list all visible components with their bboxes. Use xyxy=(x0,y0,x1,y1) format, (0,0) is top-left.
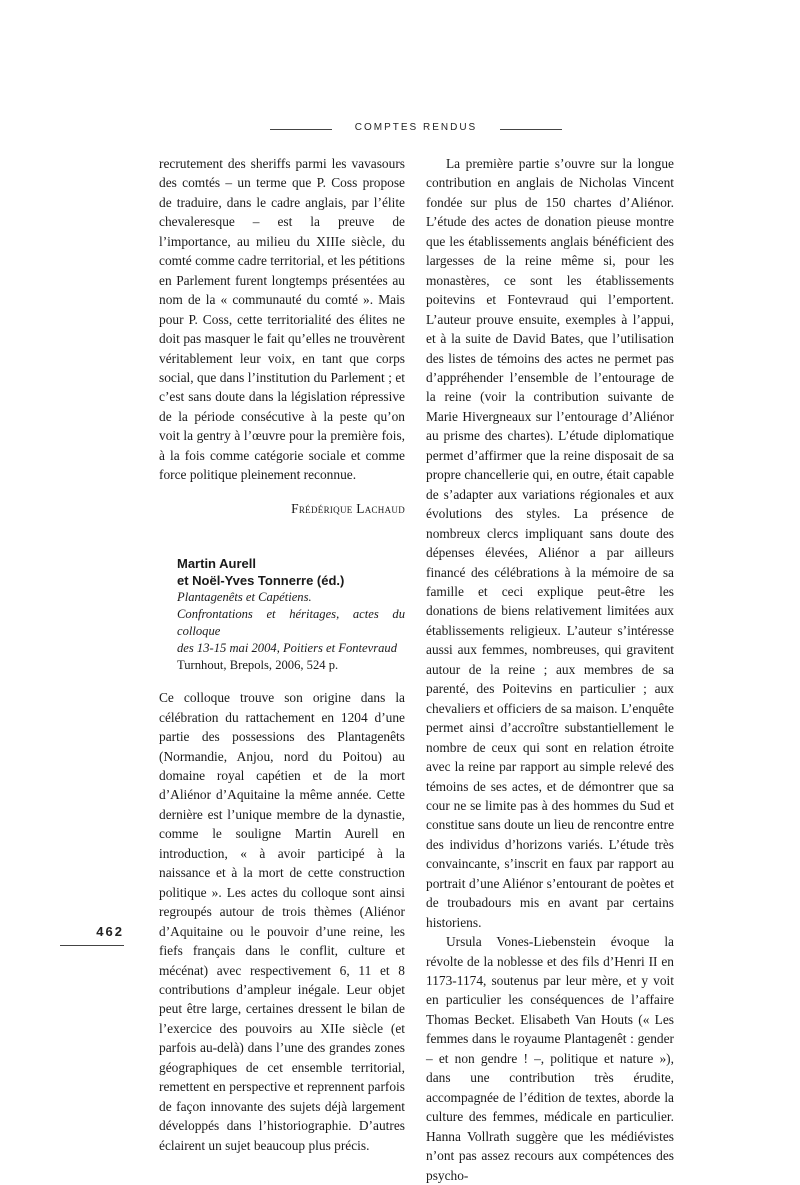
review-title-line-2: Confrontations et héritages, actes du colloque xyxy=(177,607,405,639)
folio-rule xyxy=(60,945,124,946)
review-title-line-3: des 13-15 mai 2004, Poitiers et Fontevraud xyxy=(177,641,398,656)
review-heading-block xyxy=(177,555,405,674)
right-paragraph-1: La première partie s’ouvre sur la longue contribution en anglais de Nicholas Vincent fondée sur plus de 150 chartes d’Aliénor. L’étude des actes de donation pieuse montre que les établissements anglais bénéficient des largesses de la reine même si, pour les monastères, ce sont les établissements poitevins et Fontevraud qui l’emportent. L’auteur prouve ensuite, exemples à l’appui, et à la suite de David Bates, que l’utilisation des listes de témoins des actes ne permet pas d’appréhender l’ensemble de l’entourage de la reine (voir la contribution suivante de Marie Hivergneaux sur l’entourage d’Aliénor au prisme des chartes). L’étude diplomatique permet d’affirmer que la reine disposait de sa propre chancellerie qui, en outre, était capable de s’adapter aux variations régionales et aux évolutions des styles. La présence de nombreux clercs impliquant sans doute des dépenses élevées, Aliénor a par ailleurs financé des célébrations à la mémoire de sa famille et ceci explique peut-être les donations de biens relativement limitées aux établissements religieux. L’auteur s’intéresse aussi aux femmes, nombreuses, qui gravitent autour de la reine ; aux membres de sa parenté, des Poitevins en particulier ; aux chevaliers et officiers de sa maison. L’enquête permet ainsi d’accroître substantiellement le nombre de ceux qui sont en relation étroite avec la reine par rapport au simple relevé des témoins de ses actes, et de démontrer que sa cour ne se limite pas à des hommes du Sud et constitue sans doute un lieu de rencontre entre des individus d’horizons variés. L’étude très convaincante, s’inscrit en faux par rapport au portrait d’une Aliénor s’entourant de poètes et de troubadours mis en avant par certains historiens. xyxy=(426,156,675,930)
running-header-title: COMPTES RENDUS xyxy=(354,122,478,133)
right-paragraph-2: Ursula Vones-Liebenstein évoque la révolte de la noblesse et des fils d’Henri II en 1173-1174, soutenus par leur mère, et y voit en particulier les conséquences de l’affaire Thomas Becket. Elisabeth Van Houts (« Les femmes dans le royaume Plantagenêt : gender – et non gendre ! –, politique et nature »), dans une contribution très érudite, accompagnée de l’édition de textes, aborde la culture des femmes, médicale en particulier. Hanna Vollrath suggère que les médiévistes n’ont pas assez recours aux compétences des psycho- xyxy=(426,934,674,1183)
page-number: 462 xyxy=(96,924,124,939)
right-column xyxy=(426,154,674,1185)
review-author-line-2: et Noël-Yves Tonnerre (éd.) xyxy=(177,573,345,589)
review-publisher: Turnhout, Brepols, 2006, 524 p. xyxy=(177,658,339,673)
header-rule-left xyxy=(270,129,332,130)
left-column xyxy=(159,154,405,1155)
review-signature: Frédérique Lachaud xyxy=(291,500,405,516)
left-paragraph-1: recrutement des sheriffs parmi les vavasours des comtés – un terme que P. Coss propose de traduire, dans le cadre anglais, par l’élite chevaleresque – est la preuve de l’importance, au milieu du XIIIe siècle, du comté comme cadre territorial, et les pétitions en Parlement furent longtemps présentées au nom de la « communauté du comté ». Mais pour P. Coss, cette territorialité des élites ne doit pas masquer le fait qu’elles ne trouvèrent véritablement leur voix, en tant que corps social, que dans l’institution du Parlement ; et c’est sans doute dans la législation répressive de la période consécutive à la peste qu’on voit la gentry à l’œuvre pour la première fois, à la fois comme catégorie sociale et comme force politique pleinement reconnue. xyxy=(159,156,405,483)
running-header xyxy=(0,122,800,136)
review-title-line-1: Plantagenêts et Capétiens. xyxy=(177,590,312,605)
review-author-line-1: Martin Aurell xyxy=(177,556,256,572)
header-rule-right xyxy=(500,129,562,130)
left-paragraph-2: Ce colloque trouve son origine dans la célébration du rattachement en 1204 d’une partie des possessions des Plantagenêts (Normandie, Anjou, nord du Poitou) au domaine royal capétien et de la mort d’Aliénor d’Aquitaine la même année. Cette dernière est l’unique membre de la dynastie, comme le souligne Martin Aurell en introduction, « à avoir participé à la naissance et à la mort de cette construction politique ». Les actes du colloque sont ainsi regroupés autour de trois thèmes (Aliénor d’Aquitaine ou le pouvoir d’une reine, les fiefs français dans le conflit, culture et mécénat) avec respectivement 6, 11 et 8 contributions d’ampleur inégale. Leur objet peut être large, certaines dressent le bilan de l’exercice des pouvoirs au XIIe siècle (et parfois au-delà) dans l’une des grandes zones géographiques de cet ensemble territorial, remettent en perspective et reprennent parfois de façon innovante des sujets déjà largement développés dans l’historiographie. D’autres éclairent un sujet beaucoup plus précis. xyxy=(159,690,405,1153)
page-folio xyxy=(60,924,124,946)
